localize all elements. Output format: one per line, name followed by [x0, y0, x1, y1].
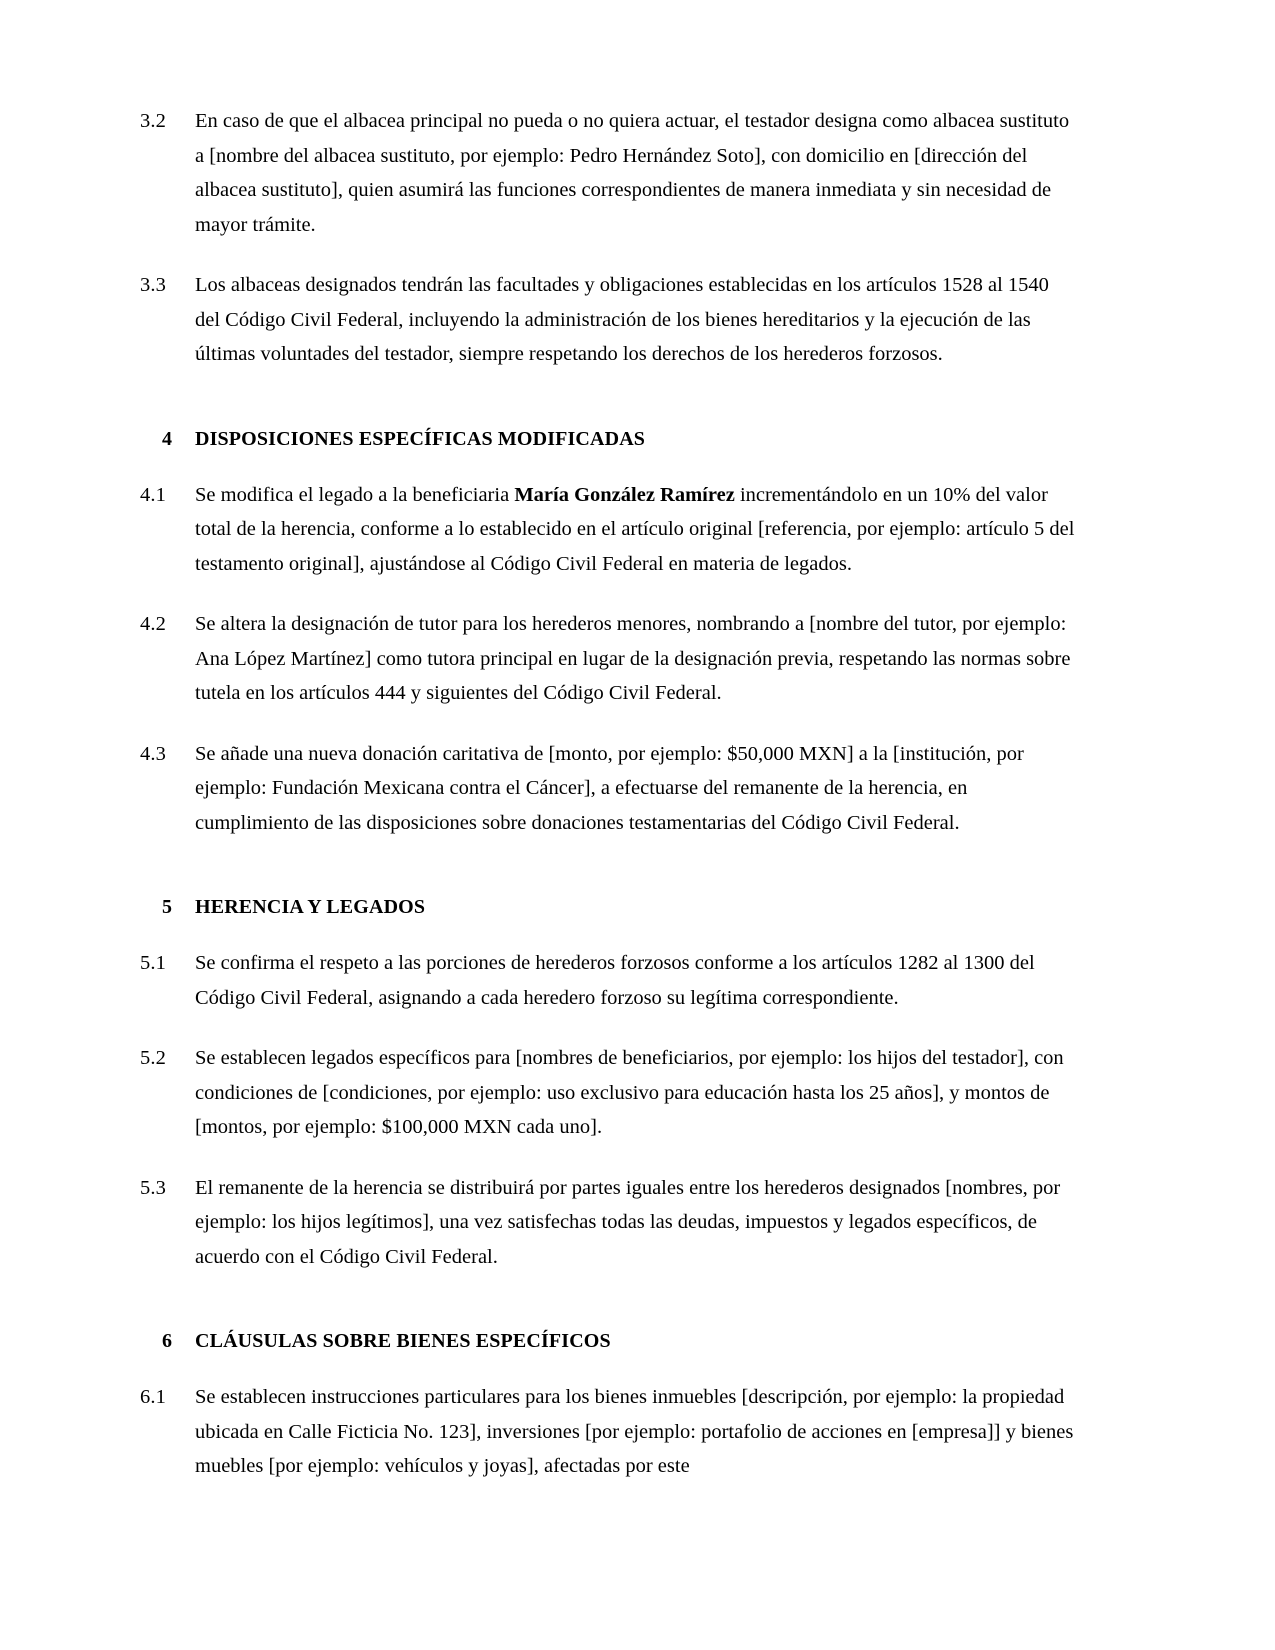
clause-number: 4.3: [140, 742, 166, 765]
clause-number: 3.2: [140, 110, 166, 132]
clause-4-2: [140, 607, 1075, 711]
section-title: HERENCIA Y LEGADOS: [195, 896, 426, 918]
section-title: DISPOSICIONES ESPECÍFICAS MODIFICADAS: [195, 427, 646, 450]
clause-5-2: [140, 1041, 1075, 1145]
clause-text: Los albaceas designados tendrán las facultades y obligaciones establecidas en los artículos 1528 al 1540 del Código Civil Federal, incluyendo la administración de los bienes hereditarios y la ejecución de las últimas voluntades del testador, siempre respetando los derechos de los herederos forzosos.: [195, 274, 1049, 365]
clause-text: [195, 478, 1075, 582]
clause-number: 3.3: [140, 274, 166, 296]
clause-number: 5.1: [140, 952, 166, 974]
section-heading-5: [140, 892, 1075, 922]
clause-number: 5.2: [140, 1047, 166, 1069]
clause-text: Se altera la designación de tutor para los herederos menores, nombrando a [nombre del tutor, por ejemplo: Ana López Martínez] como tutora principal en lugar de la designación previa, respetando las normas sobre tutela en los artículos 444 y siguientes del Código Civil Federal.: [195, 613, 1071, 704]
clause-text: Se confirma el respeto a las porciones de herederos forzosos conforme a los artículos 1282 al 1300 del Código Civil Federal, asignando a cada heredero forzoso su legítima correspondiente.: [195, 952, 1035, 1009]
clause-text: Se añade una nueva donación caritativa de [monto, por ejemplo: $50,000 MXN] a la [institución, por ejemplo: Fundación Mexicana contra el Cáncer], a efectuarse del remanente de la herencia, en cumplimiento de las disposiciones sobre donaciones testamentarias del Código Civil Federal.: [195, 742, 1024, 834]
clause-5-3: [140, 1171, 1075, 1275]
clause-text: En caso de que el albacea principal no pueda o no quiera actuar, el testador designa como albacea sustituto a [nombre del albacea sustituto, por ejemplo: Pedro Hernández Soto], con domicilio en [dirección del albacea sustituto], quien asumirá las funciones correspondientes de manera inmediata y sin necesidad de mayor trámite.: [195, 110, 1070, 236]
spacer: [140, 840, 1075, 892]
clause-text: Se establecen legados específicos para [nombres de beneficiarios, por ejemplo: los hijos del testador], con condiciones de [condiciones, por ejemplo: uso exclusivo para educación hasta los 25 años], y montos de [montos, por ejemplo: $100,000 MXN cada uno].: [195, 1047, 1064, 1138]
clause-3-2: [140, 104, 1075, 242]
clause-text: Se establecen instrucciones particulares para los bienes inmuebles [descripción, por ejemplo: la propiedad ubicada en Calle Ficticia No. 123], inversiones [por ejemplo: portafolio de acciones en [empresa]] y bienes muebles [por ejemplo: vehículos y joyas], afectadas por este: [195, 1386, 1074, 1477]
clause-4-3: [140, 737, 1075, 841]
clause-6-1: [140, 1380, 1075, 1484]
clause-number: 5.3: [140, 1176, 166, 1199]
clause-text-part-2: incrementándolo en un 10% del valor total de la herencia, conforme a lo establecido en el artículo original [referencia, por ejemplo: artículo 5 del testamento original], ajustándose al Código Civil Federal en materia de legados.: [195, 483, 1075, 575]
clause-number: 4.2: [140, 613, 166, 635]
clause-text-part-1: Se modifica el legado a la beneficiaria: [195, 483, 515, 506]
spacer: [140, 372, 1075, 424]
clause-4-1: [140, 478, 1075, 582]
clause-3-3: [140, 268, 1075, 372]
document-content: [140, 104, 1075, 1484]
clause-number: 4.1: [140, 483, 166, 506]
section-number: 4: [162, 427, 172, 450]
clause-text: El remanente de la herencia se distribuirá por partes iguales entre los herederos designados [nombres, por ejemplo: los hijos legítimos], una vez satisfechas todas las deudas, impuestos y legados específicos, de acuerdo con el Código Civil Federal.: [195, 1176, 1061, 1268]
clause-5-1: [140, 946, 1075, 1015]
section-heading-6: [140, 1326, 1075, 1356]
section-heading-4: [140, 424, 1075, 454]
section-title: CLÁUSULAS SOBRE BIENES ESPECÍFICOS: [195, 1330, 611, 1352]
beneficiary-name: María González Ramírez: [514, 483, 735, 506]
section-number: 6: [162, 1330, 172, 1352]
section-number: 5: [162, 896, 172, 918]
clause-number: 6.1: [140, 1386, 166, 1408]
spacer: [140, 1274, 1075, 1326]
